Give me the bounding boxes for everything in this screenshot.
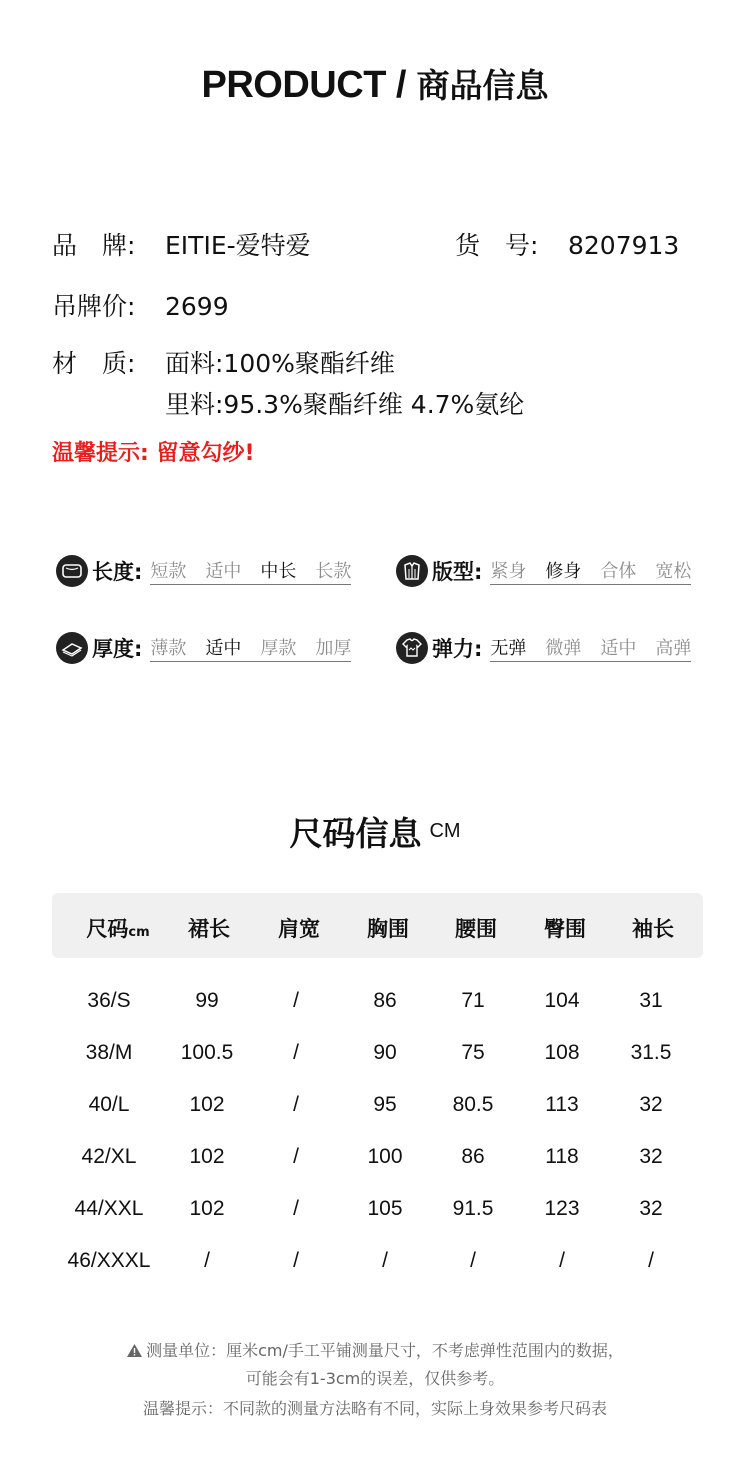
table-cell: 44/XXL bbox=[74, 1197, 144, 1220]
material-line2: 里料:95.3%聚酯纤维 4.7%氨纶 bbox=[165, 390, 525, 419]
fabric-thickness-icon bbox=[56, 632, 88, 664]
title-slash: / bbox=[395, 64, 407, 106]
attr-elastic-options bbox=[490, 634, 691, 662]
table-cell: 99 bbox=[195, 989, 219, 1012]
table-cell: 46/XXXL bbox=[67, 1249, 151, 1272]
length-option: 短款 bbox=[150, 561, 187, 582]
attr-fit-options bbox=[490, 557, 691, 585]
thickness-option: 加厚 bbox=[315, 638, 352, 659]
note-line1 bbox=[0, 1338, 750, 1362]
note-line3: 温馨提示：不同款的测量方法略有不同，实际上身效果参考尺码表 bbox=[142, 1399, 607, 1418]
table-cell: 86 bbox=[461, 1145, 485, 1168]
thickness-option-selected: 适中 bbox=[205, 638, 242, 659]
elastic-option: 高弹 bbox=[655, 638, 692, 659]
table-cell: 71 bbox=[461, 989, 485, 1012]
table-row bbox=[0, 1093, 750, 1133]
header-cell: 肩宽 bbox=[278, 917, 320, 941]
table-cell: 31 bbox=[639, 989, 663, 1012]
table-cell: 105 bbox=[367, 1197, 403, 1220]
table-cell: 32 bbox=[639, 1197, 663, 1220]
length-option: 长款 bbox=[315, 561, 352, 582]
fit-option: 宽松 bbox=[655, 561, 692, 582]
brand-value: EITIE-爱特爱 bbox=[165, 231, 311, 260]
table-cell: 75 bbox=[461, 1041, 485, 1064]
table-cell: 113 bbox=[545, 1093, 579, 1116]
fit-option: 合体 bbox=[600, 561, 637, 582]
material-line1: 面料:100%聚酯纤维 bbox=[165, 349, 395, 378]
dress-fit-icon bbox=[396, 555, 428, 587]
fit-option-selected: 修身 bbox=[545, 561, 582, 582]
attr-fit-name: 版型: bbox=[432, 560, 483, 584]
table-cell: 40/L bbox=[88, 1093, 130, 1116]
size-section-title bbox=[0, 808, 750, 855]
table-cell: / bbox=[293, 1249, 299, 1272]
table-cell: 108 bbox=[544, 1041, 580, 1064]
sku-label: 货 号: bbox=[455, 231, 539, 260]
attr-fit bbox=[396, 555, 691, 587]
page-header bbox=[0, 60, 750, 107]
brand-label: 品 牌: bbox=[52, 231, 136, 260]
table-cell: 100.5 bbox=[180, 1041, 234, 1064]
table-cell: / bbox=[382, 1249, 388, 1272]
price-value: 2699 bbox=[165, 292, 229, 321]
table-cell: / bbox=[648, 1249, 654, 1272]
warning-triangle-icon bbox=[126, 1343, 143, 1362]
header-size-unit: cm bbox=[128, 925, 150, 940]
table-cell: 42/XL bbox=[81, 1145, 137, 1168]
table-cell: 32 bbox=[639, 1093, 663, 1116]
table-cell: 80.5 bbox=[452, 1093, 494, 1116]
header-cell: 腰围 bbox=[455, 917, 497, 941]
table-cell: 95 bbox=[373, 1093, 397, 1116]
header-size bbox=[63, 913, 173, 943]
elastic-option: 适中 bbox=[600, 638, 637, 659]
table-cell: 100 bbox=[367, 1145, 403, 1168]
shirt-elastic-icon bbox=[396, 632, 428, 664]
title-en: PRODUCT bbox=[201, 64, 386, 106]
table-cell: 90 bbox=[373, 1041, 397, 1064]
table-row bbox=[0, 1041, 750, 1081]
attr-thickness-name: 厚度: bbox=[92, 637, 143, 661]
attr-elastic bbox=[396, 632, 691, 664]
table-cell: / bbox=[559, 1249, 565, 1272]
table-cell: 118 bbox=[545, 1145, 579, 1168]
header-cell: 胸围 bbox=[367, 917, 409, 941]
table-cell: 102 bbox=[189, 1197, 225, 1220]
table-cell: 104 bbox=[544, 989, 580, 1012]
header-cell: 裙长 bbox=[188, 917, 230, 941]
table-cell: 91.5 bbox=[452, 1197, 494, 1220]
note-line2: 可能会有1-3cm的误差，仅供参考。 bbox=[245, 1369, 505, 1388]
sku-value: 8207913 bbox=[568, 231, 680, 260]
elastic-option: 微弹 bbox=[545, 638, 582, 659]
thickness-option: 厚款 bbox=[260, 638, 297, 659]
table-cell: / bbox=[293, 1197, 299, 1220]
length-option-selected: 中长 bbox=[260, 561, 297, 582]
table-row bbox=[0, 1145, 750, 1185]
header-cell: 臀围 bbox=[544, 917, 586, 941]
header-cell: 袖长 bbox=[632, 917, 674, 941]
sku-row bbox=[455, 226, 679, 262]
price-label: 吊牌价: bbox=[52, 292, 136, 321]
attr-elastic-name: 弹力: bbox=[432, 637, 483, 661]
table-cell: 86 bbox=[373, 989, 397, 1012]
size-title-text: 尺码信息 bbox=[289, 814, 422, 853]
material-label: 材 质: bbox=[52, 349, 136, 378]
title-cn: 商品信息 bbox=[416, 66, 549, 105]
table-cell: 102 bbox=[189, 1093, 225, 1116]
table-cell: 32 bbox=[639, 1145, 663, 1168]
size-title-unit: CM bbox=[429, 820, 461, 842]
table-cell: 102 bbox=[189, 1145, 225, 1168]
header-size-label: 尺码 bbox=[86, 917, 129, 941]
table-cell: / bbox=[204, 1249, 210, 1272]
warning-text: 温馨提示: 留意勾纱! bbox=[52, 441, 255, 466]
note-line1-text: 测量单位：厘米cm/手工平铺测量尺寸，不考虑弹性范围内的数据， bbox=[146, 1341, 624, 1360]
price-row bbox=[52, 287, 229, 323]
attr-length-options bbox=[150, 557, 351, 585]
length-option: 适中 bbox=[205, 561, 242, 582]
fit-option: 紧身 bbox=[490, 561, 527, 582]
skirt-length-icon bbox=[56, 555, 88, 587]
material-row bbox=[52, 344, 395, 380]
table-cell: 31.5 bbox=[630, 1041, 672, 1064]
table-cell: 36/S bbox=[87, 989, 131, 1012]
table-cell: 38/M bbox=[85, 1041, 133, 1064]
attr-length-name: 长度: bbox=[92, 560, 143, 584]
table-cell: / bbox=[293, 1041, 299, 1064]
table-row bbox=[0, 1197, 750, 1237]
table-cell: / bbox=[470, 1249, 476, 1272]
table-row bbox=[0, 1249, 750, 1289]
attr-length bbox=[56, 555, 351, 587]
table-cell: / bbox=[293, 1145, 299, 1168]
attr-thickness bbox=[56, 632, 351, 664]
table-row bbox=[0, 989, 750, 1029]
table-cell: 123 bbox=[544, 1197, 580, 1220]
attr-thickness-options bbox=[150, 634, 351, 662]
brand-row bbox=[52, 226, 311, 262]
table-cell: / bbox=[293, 1093, 299, 1116]
table-cell: / bbox=[293, 989, 299, 1012]
thickness-option: 薄款 bbox=[150, 638, 187, 659]
elastic-option-selected: 无弹 bbox=[490, 638, 527, 659]
size-table-header bbox=[52, 893, 703, 958]
